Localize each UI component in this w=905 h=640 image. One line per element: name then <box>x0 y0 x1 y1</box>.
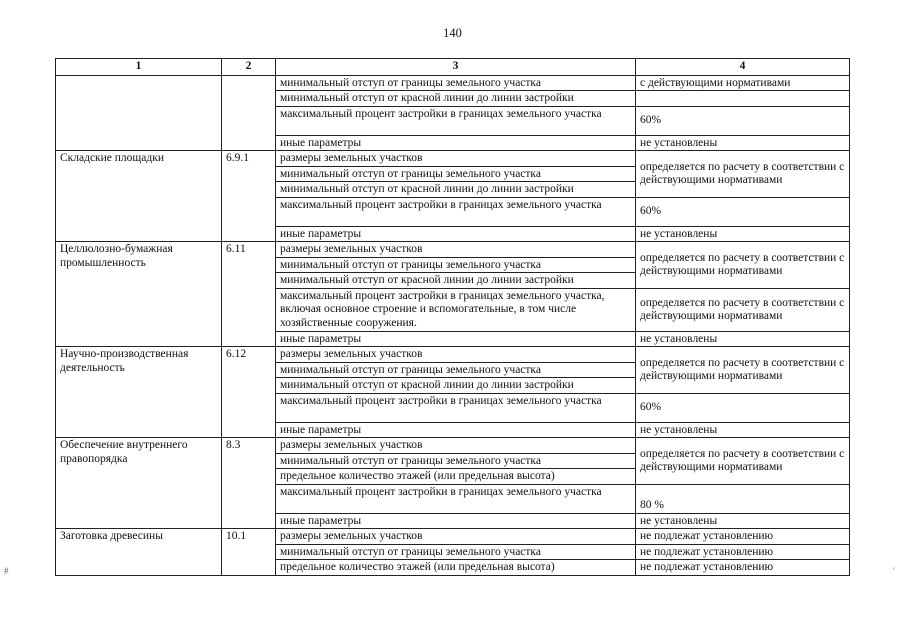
table-row <box>56 242 850 258</box>
parameter-name: максимальный процент застройки в границах земельного участка <box>276 484 636 513</box>
land-use-code: 6.11 <box>222 242 276 347</box>
parameter-value: не установлены <box>636 135 850 151</box>
parameter-name: максимальный процент застройки в границах земельного участка <box>276 197 636 226</box>
regulations-table <box>55 58 850 576</box>
table-row <box>56 151 850 167</box>
land-use-code <box>222 75 276 151</box>
parameter-name: минимальный отступ от красной линии до линии застройки <box>276 378 636 394</box>
parameter-value: не подлежат установлению <box>636 544 850 560</box>
parameter-name: иные параметры <box>276 331 636 347</box>
parameter-value: не установлены <box>636 422 850 438</box>
parameter-value: 60% <box>636 106 850 135</box>
parameter-name: предельное количество этажей (или предельная высота) <box>276 469 636 485</box>
land-use-code: 8.3 <box>222 438 276 529</box>
header-col-4: 4 <box>636 59 850 76</box>
parameter-name: минимальный отступ от границы земельного участка <box>276 166 636 182</box>
parameter-name: иные параметры <box>276 513 636 529</box>
parameter-name: размеры земельных участков <box>276 529 636 545</box>
land-use-name: Обеспечение внутреннего правопорядка <box>56 438 222 529</box>
parameter-name: размеры земельных участков <box>276 347 636 363</box>
parameter-name: минимальный отступ от границы земельного участка <box>276 544 636 560</box>
land-use-name: Складские площадки <box>56 151 222 242</box>
parameter-value <box>636 91 850 107</box>
parameter-name: иные параметры <box>276 422 636 438</box>
header-col-2: 2 <box>222 59 276 76</box>
parameter-value: определяется по расчету в соответствии с действующими нормативами <box>636 347 850 394</box>
parameter-name: минимальный отступ от границы земельного участка <box>276 453 636 469</box>
parameter-name: размеры земельных участков <box>276 242 636 258</box>
parameter-name: минимальный отступ от границы земельного участка <box>276 75 636 91</box>
parameter-name: минимальный отступ от красной линии до линии застройки <box>276 91 636 107</box>
table-row <box>56 75 850 91</box>
parameter-value: определяется по расчету в соответствии с действующими нормативами <box>636 151 850 198</box>
parameter-name: иные параметры <box>276 226 636 242</box>
scan-edge-mark-left: # <box>4 566 9 576</box>
parameter-value: 60% <box>636 393 850 422</box>
parameter-value: определяется по расчету в соответствии с действующими нормативами <box>636 438 850 485</box>
land-use-name: Целлюлозно-бумажная промышленность <box>56 242 222 347</box>
parameter-name: минимальный отступ от красной линии до линии застройки <box>276 182 636 198</box>
parameter-value: с действующими нормативами <box>636 75 850 91</box>
parameter-name: максимальный процент застройки в границах земельного участка <box>276 393 636 422</box>
parameter-name: размеры земельных участков <box>276 438 636 454</box>
land-use-code: 6.12 <box>222 347 276 438</box>
parameter-value: не подлежат установлению <box>636 529 850 545</box>
parameter-value: не установлены <box>636 331 850 347</box>
header-col-1: 1 <box>56 59 222 76</box>
parameter-value: определяется по расчету в соответствии с действующими нормативами <box>636 242 850 289</box>
parameter-value: не установлены <box>636 226 850 242</box>
land-use-name: Научно-производственная деятельность <box>56 347 222 438</box>
land-use-code: 6.9.1 <box>222 151 276 242</box>
land-use-name: Заготовка древесины <box>56 529 222 576</box>
scan-edge-mark-right: ' <box>893 566 895 576</box>
table-row <box>56 529 850 545</box>
table-row <box>56 438 850 454</box>
parameter-value: 80 % <box>636 484 850 513</box>
header-col-3: 3 <box>276 59 636 76</box>
parameter-value: 60% <box>636 197 850 226</box>
parameter-value: определяется по расчету в соответствии с действующими нормативами <box>636 288 850 331</box>
parameter-name: минимальный отступ от границы земельного участка <box>276 362 636 378</box>
land-use-name <box>56 75 222 151</box>
header-row <box>56 59 850 76</box>
table-row <box>56 347 850 363</box>
page-number: 140 <box>443 26 462 40</box>
parameter-name: минимальный отступ от красной линии до линии застройки <box>276 273 636 289</box>
parameter-name: минимальный отступ от границы земельного участка <box>276 257 636 273</box>
parameter-name: размеры земельных участков <box>276 151 636 167</box>
land-use-code: 10.1 <box>222 529 276 576</box>
parameter-value: не установлены <box>636 513 850 529</box>
parameter-name: предельное количество этажей (или предельная высота) <box>276 560 636 576</box>
parameter-value: не подлежат установлению <box>636 560 850 576</box>
parameter-name: иные параметры <box>276 135 636 151</box>
parameter-name: максимальный процент застройки в границах земельного участка <box>276 106 636 135</box>
parameter-name: максимальный процент застройки в границах земельного участка, включая основное строение и вспомогательные, в том числе хозяйственные сооружения. <box>276 288 636 331</box>
